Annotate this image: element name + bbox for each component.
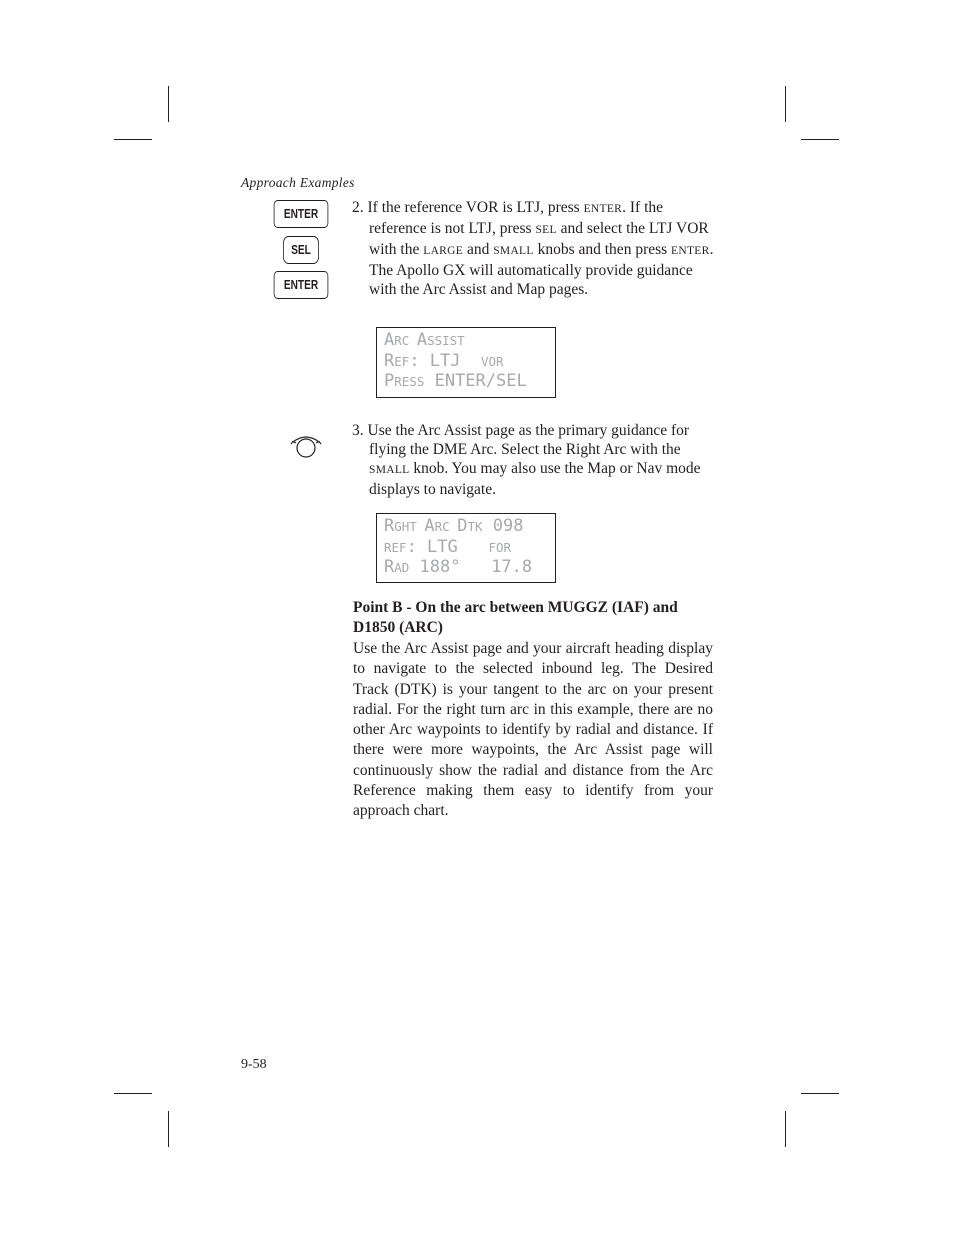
lcd-row — [384, 330, 549, 351]
lcd-text: : LTJ — [409, 350, 481, 371]
point-b-heading: Point B - On the arc between MUGGZ (IAF) and D1850 (ARC) — [353, 599, 678, 636]
sel-key-icon: SEL — [283, 236, 319, 264]
lcd-row — [384, 516, 549, 537]
crop-mark — [114, 139, 152, 140]
lcd-text: 098 — [482, 516, 524, 536]
lcd-text: RESS — [394, 374, 425, 389]
key-ref: SMALL — [369, 464, 410, 476]
lcd-text: AD — [394, 560, 410, 575]
lcd-text: A — [416, 330, 428, 350]
step-text: knobs and then press — [533, 241, 672, 258]
step-text: and — [463, 241, 494, 258]
enter-key-icon: ENTER — [274, 271, 329, 299]
lcd-text: A — [424, 516, 435, 536]
arc-assist-screen — [376, 327, 556, 398]
step-text: Use the Arc Assist page as the primary guidance for flying the DME Arc. Select the Right Arc with the — [367, 422, 690, 458]
lcd-text: ENTER/SEL — [424, 371, 527, 391]
lcd-text: FOR — [488, 539, 512, 555]
knob-icon — [289, 433, 323, 461]
right-arc-screen — [376, 513, 556, 583]
key-ref: ENTER — [583, 203, 623, 215]
step-number: 3. — [352, 422, 364, 439]
crop-mark — [785, 86, 786, 122]
lcd-text: TK — [467, 519, 483, 534]
step-text: and select the LTJ VOR with the — [369, 220, 709, 258]
step-text: . If the reference is not LTJ, press — [369, 199, 664, 237]
lcd-text: EF — [394, 353, 410, 369]
step-text: knob. You may also use the Map or Nav mode displays to navigate. — [369, 460, 701, 498]
crop-mark — [785, 1111, 786, 1147]
lcd-text: R — [384, 516, 395, 536]
lcd-text: SSIST — [427, 333, 465, 348]
lcd-row — [384, 371, 549, 392]
section-title: Approach Examples — [241, 175, 355, 190]
crop-mark — [801, 139, 839, 140]
lcd-text: : LTG — [406, 536, 489, 557]
lcd-text: RC — [434, 519, 458, 534]
key-ref: ENTER — [671, 245, 710, 257]
step-text: If the reference VOR is LTJ, press — [367, 199, 584, 216]
crop-mark — [801, 1093, 839, 1094]
lcd-text: REF — [384, 539, 407, 555]
point-b-body: Use the Arc Assist page and your aircraft heading display to navigate to the selected inbound leg. The Desired Track (DTK) is your tangent to the arc on your present radial. For the right turn arc in this example, there are no other Arc waypoints to identify by radial and distance. If there were more waypoints, the Arc Assist page will continuously show the radial and distance from the Arc Reference making them easy to identify from your approach chart. — [353, 640, 713, 820]
lcd-text: RC — [394, 333, 417, 348]
lcd-text: D — [457, 516, 468, 536]
lcd-text: R — [384, 350, 395, 371]
lcd-row — [384, 557, 549, 578]
crop-mark — [168, 1111, 169, 1147]
step-3 — [352, 421, 714, 499]
step-2 — [352, 198, 714, 299]
step-number: 2. — [352, 199, 364, 216]
page-number: 9-58 — [241, 1057, 267, 1072]
lcd-row — [384, 537, 549, 558]
key-ref: LARGE — [423, 245, 464, 257]
lcd-text: P — [384, 371, 395, 391]
lcd-text: GHT — [394, 519, 425, 534]
key-ref: SMALL — [493, 245, 534, 257]
lcd-text: R — [384, 557, 395, 577]
lcd-text: A — [384, 330, 395, 350]
step-text: . The Apollo GX will automatically provide guidance with the Arc Assist and Map pages. — [369, 241, 714, 298]
crop-mark — [168, 86, 169, 122]
crop-mark — [114, 1093, 152, 1094]
lcd-text: VOR — [480, 353, 504, 369]
lcd-row — [384, 351, 549, 372]
enter-key-icon: ENTER — [274, 200, 329, 228]
key-ref: SEL — [535, 224, 557, 236]
lcd-text: 188° 17.8 — [409, 557, 533, 577]
